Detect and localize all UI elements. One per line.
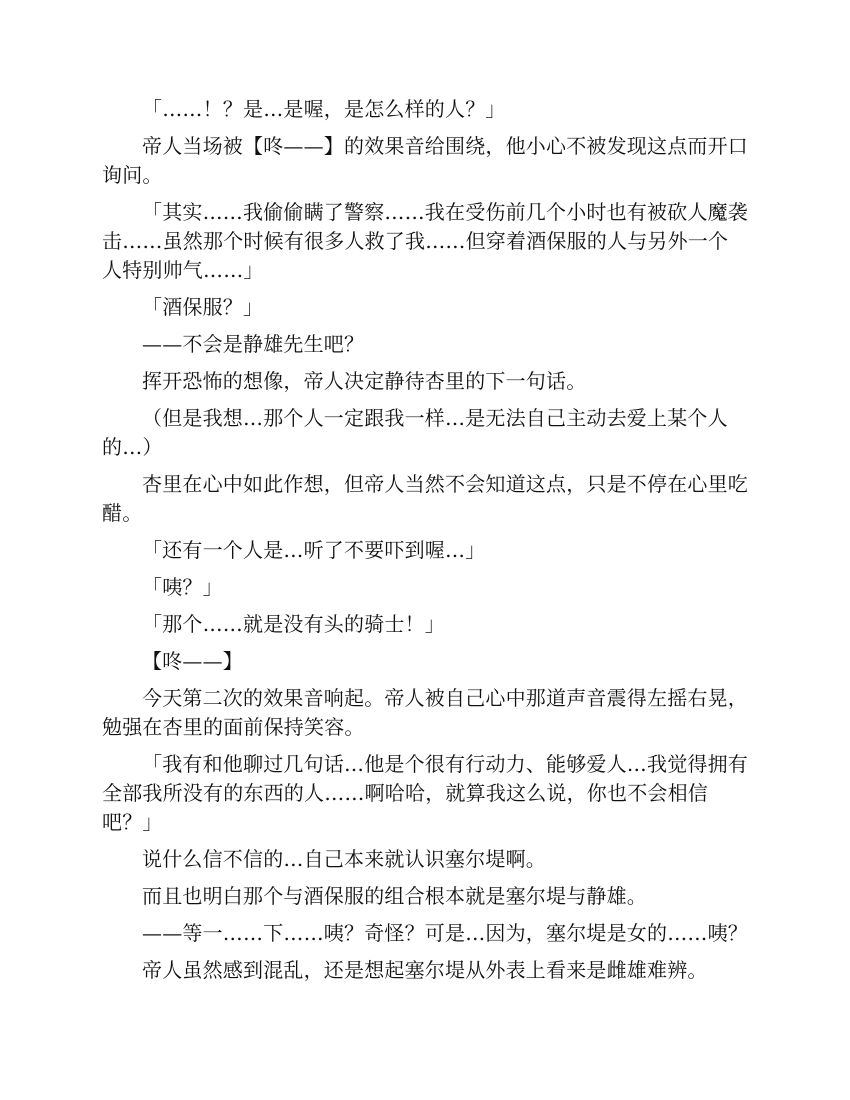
paragraph: 「……！？是…是喔，是怎么样的人？」 — [142, 97, 506, 121]
paragraph: 今天第二次的效果音响起。帝人被自己心中那道声音震得左摇右晃，勉强在杏里的面前保持笑容。 — [102, 686, 748, 739]
paragraph: ——不会是静雄先生吧？ — [142, 332, 365, 356]
paragraph: 「咦？」 — [142, 575, 223, 599]
paragraph: 说什么信不信的…自己本来就认识塞尔堤啊。 — [142, 847, 546, 871]
paragraph: 「其实……我偷偷瞒了警察……我在受伤前几个小时也有被砍人魔袭击……虽然那个时候有很多人救了我……但穿着酒保服的人与另外一个人特别帅气……」 — [102, 200, 748, 282]
paragraph: 挥开恐怖的想像，帝人决定静待杏里的下一句话。 — [142, 369, 587, 393]
paragraph: 「那个……就是没有头的骑士！」 — [142, 612, 445, 636]
paragraph: 「还有一个人是…听了不要吓到喔…」 — [142, 538, 486, 562]
paragraph: 杏里在心中如此作想，但帝人当然不会知道这点，只是不停在心里吃醋。 — [102, 472, 748, 525]
paragraph: 帝人虽然感到混乱，还是想起塞尔堤从外表上看来是雌雄难辨。 — [142, 958, 708, 982]
paragraph: 「我有和他聊过几句话…他是个很有行动力、能够爱人…我觉得拥有全部我所没有的东西的人……啊哈哈，就算我这么说，你也不会相信吧？」 — [102, 752, 748, 834]
document-page — [102, 95, 748, 993]
paragraph: 「酒保服？」 — [142, 295, 264, 319]
paragraph: 而且也明白那个与酒保服的组合根本就是塞尔堤与静雄。 — [142, 884, 647, 908]
paragraph: ——等一……下……咦？奇怪？可是…因为，塞尔堤是女的……咦？ — [142, 921, 748, 945]
paragraph: （但是我想…那个人一定跟我一样…是无法自己主动去爱上某个人的…） — [102, 406, 728, 459]
paragraph: 【咚——】 — [142, 649, 243, 673]
paragraph: 帝人当场被【咚——】的效果音给围绕，他小心不被发现这点而开口询问。 — [102, 134, 748, 187]
